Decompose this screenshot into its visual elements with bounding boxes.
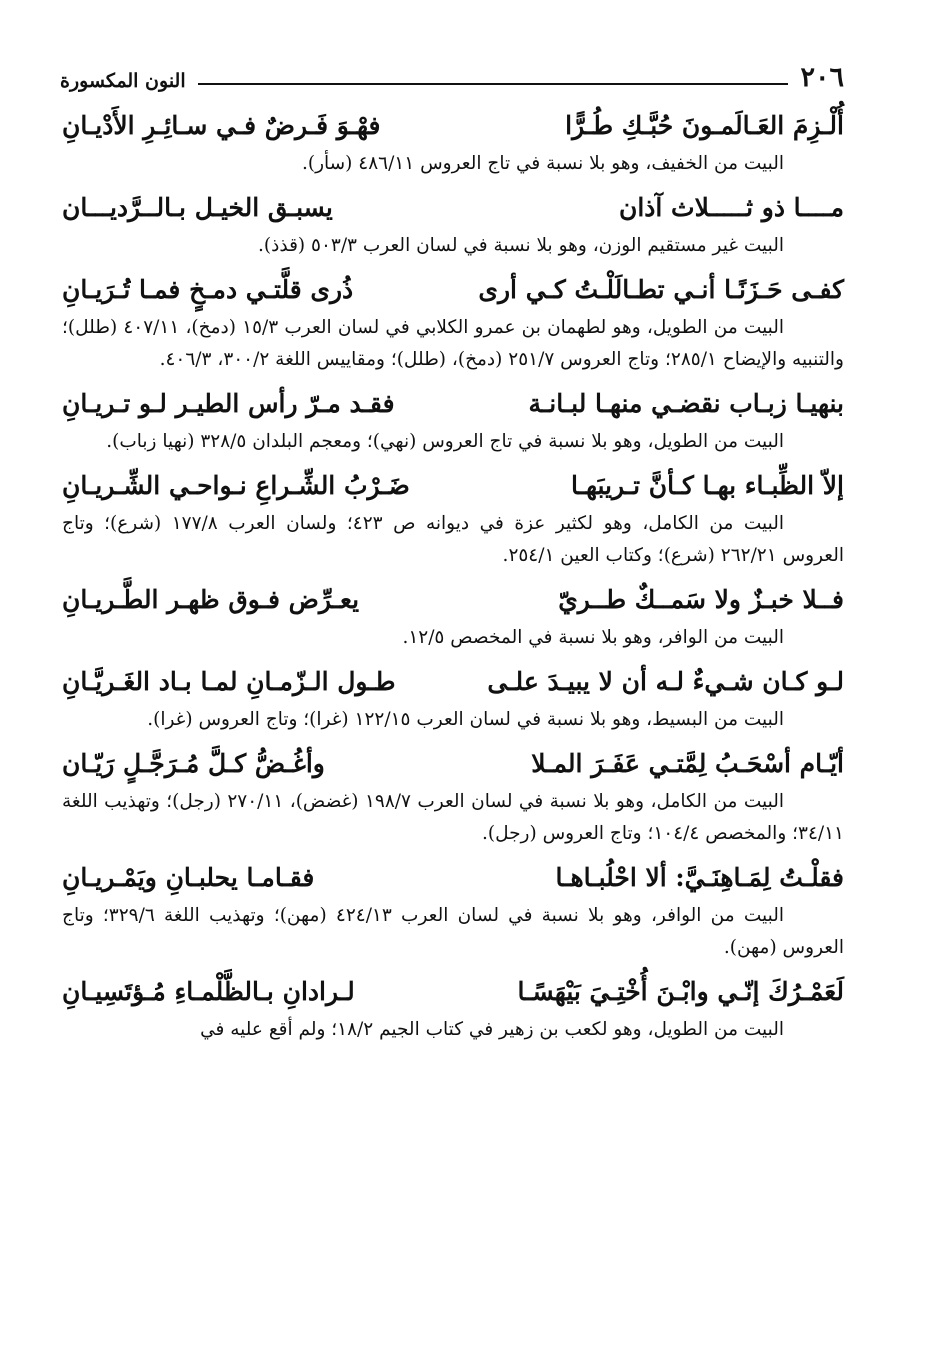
- entry-9: [62, 860, 844, 964]
- page-number: ٢٠٦: [800, 62, 844, 93]
- first-hemistich: أيّـام أسْحَـبُ لِمَّتـي عَفَـرَ المـلا: [531, 749, 844, 778]
- verse: [62, 582, 844, 618]
- entry-3: [62, 272, 844, 376]
- verse: [62, 108, 844, 144]
- verse-note: البيت من الكامل، وهو لكثير عزة في ديوانه ص ٤٢٣؛ ولسان العرب ١٧٧/٨ (شرع)؛ وتاج العروس ٢٦٢/٢١ (شرع)؛ وكتاب العين ٢٥٤/١.: [62, 513, 844, 566]
- verse: [62, 974, 844, 1010]
- first-hemistich: أُلْـزِمَ العَـالَمـونَ حُبَّـكِ طُـرًّا: [565, 111, 844, 140]
- first-hemistich: بنهيـا زبـاب نقضـي منهـا لبـانـة: [528, 389, 844, 418]
- entry-10: [62, 974, 844, 1046]
- second-hemistich: يعـرِّض فـوق ظهـر الطَّـريـانِ: [62, 585, 360, 614]
- entry-6: [62, 582, 844, 654]
- verse: [62, 860, 844, 896]
- verse-note: البيت من الخفيف، وهو بلا نسبة في تاج العروس ٤٨٦/١١ (سأر).: [301, 153, 784, 174]
- chapter-title: النون المكسورة: [60, 70, 186, 92]
- verse-note: البيت من الطويل، وهو لكعب بن زهير في كتاب الجيم ١٨/٢؛ ولم أقع عليه في: [200, 1019, 784, 1040]
- verse-note: البيت من الوافر، وهو بلا نسبة في لسان العرب ٤٢٤/١٣ (مهن)؛ وتهذيب اللغة ٣٢٩/٦؛ وتاج العروس (مهن).: [62, 905, 844, 958]
- entry-2: [62, 190, 844, 262]
- first-hemistich: لَعَمْـرُكَ إنّـي وابْـنَ أُخْتِـيَ بَيْهَسًـا: [517, 977, 844, 1006]
- first-hemistich: كفـى حَـزَنًـا أنـي تطـالَلْـتُ كـي أرى: [478, 275, 844, 304]
- verse: [62, 468, 844, 504]
- verse: [62, 746, 844, 782]
- first-hemistich: فــلا خبـزٌ ولا سَمــكٌ طــريّ: [558, 585, 844, 614]
- entry-4: [62, 386, 844, 458]
- first-hemistich: إلاّ الظِّبـاء بهـا كـأنَّ تـريبَهـا: [571, 471, 844, 500]
- verse: [62, 664, 844, 700]
- second-hemistich: ذُرى قلَّتـي دمـخٍ فمـا تُـرَيـانِ: [62, 275, 354, 304]
- second-hemistich: يسبـق الخيـل بـالــرَّديـــان: [62, 193, 333, 222]
- verse: [62, 190, 844, 226]
- page-header: [60, 55, 844, 91]
- entry-1: [62, 108, 844, 180]
- second-hemistich: فقـامـا يحلبـانِ ويَمْـريـانِ: [62, 863, 315, 892]
- second-hemistich: وأغُـضُّ كـلَّ مُـرَجَّـلٍ رَيّـان: [62, 749, 325, 778]
- first-hemistich: فقلْـتُ لِمَـاهِنَـيَّ: ألا احْلُبـاهـا: [555, 863, 844, 892]
- entry-7: [62, 664, 844, 736]
- verse-note: البيت من البسيط، وهو بلا نسبة في لسان العرب ١٢٢/١٥ (غرا)؛ وتاج العروس (غرا).: [147, 709, 784, 730]
- second-hemistich: طـول الـزّمـانِ لمـا بـاد الغَـريَّـانِ: [62, 667, 396, 696]
- second-hemistich: لـرادانِ بـالظَّلْمـاءِ مُـؤتَسِيـانِ: [62, 977, 355, 1006]
- second-hemistich: ضَـرْبُ الشِّـراعِ نـواحـي الشِّـريـانِ: [62, 471, 410, 500]
- page-content: [62, 108, 844, 1056]
- verse: [62, 386, 844, 422]
- first-hemistich: لـو كـان شـيءٌ لـه أن لا يبيـدَ علـى: [487, 667, 844, 696]
- entry-5: [62, 468, 844, 572]
- verse-note: البيت من الطويل، وهو لطهمان بن عمرو الكلابي في لسان العرب ١٥/٣ (دمخ)، ٤٠٧/١١ (طلل)؛ والتنبيه والإيضاح ٢٨٥/١؛ وتاج العروس ٢٥١/٧ (دمخ)، (طلل)؛ ومقاييس اللغة ٣٠٠/٢، ٤٠٦/٣.: [62, 317, 844, 370]
- first-hemistich: مــــا ذو ثـــــلاث آذان: [618, 193, 844, 222]
- header-rule: [198, 83, 789, 85]
- verse-note: البيت من الطويل، وهو بلا نسبة في تاج العروس (نهي)؛ ومعجم البلدان ٣٢٨/٥ (نهيا زباب).: [106, 431, 784, 452]
- verse-note: البيت غير مستقيم الوزن، وهو بلا نسبة في لسان العرب ٥٠٣/٣ (قذذ).: [258, 235, 784, 256]
- verse-note: البيت من الكامل، وهو بلا نسبة في لسان العرب ١٩٨/٧ (غضض)، ٢٧٠/١١ (رجل)؛ وتهذيب اللغة ٣٤/١١؛ والمخصص ١٠٤/٤؛ وتاج العروس (رجل).: [62, 791, 844, 844]
- verse-note: البيت من الوافر، وهو بلا نسبة في المخصص ١٢/٥.: [402, 627, 784, 648]
- verse: [62, 272, 844, 308]
- entry-8: [62, 746, 844, 850]
- second-hemistich: فقـد مـرّ رأس الطيـر لـو تـريـانِ: [62, 389, 395, 418]
- second-hemistich: فهْـوَ فَـرضٌ فـي سـائِـرِ الأَدْيـانِ: [62, 111, 381, 140]
